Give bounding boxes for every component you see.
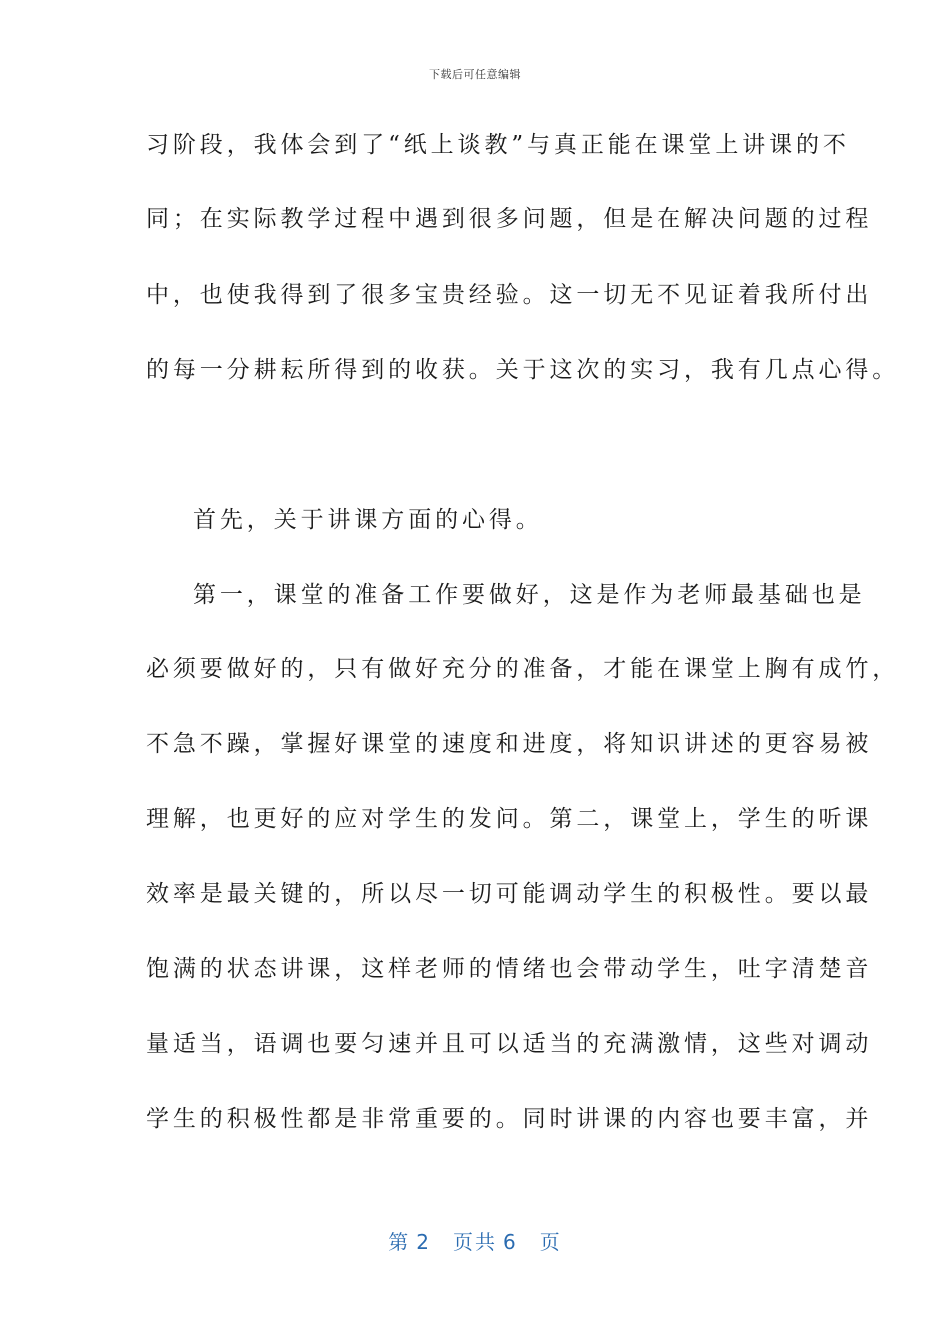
page-footer [0, 1226, 950, 1255]
text-line: 学生的积极性都是非常重要的。同时讲课的内容也要丰富，并 [146, 1106, 873, 1132]
text-line: 饱满的状态讲课，这样老师的情绪也会带动学生，吐字清楚音 [146, 956, 873, 982]
footer-prefix: 第 [388, 1230, 411, 1254]
text-line: 的每一分耕耘所得到的收获。关于这次的实习，我有几点心得。 [146, 357, 900, 383]
text-line: 必须要做好的，只有做好充分的准备，才能在课堂上胸有成竹， [146, 656, 900, 682]
text-line: 第一，课堂的准备工作要做好，这是作为老师最基础也是 [193, 582, 866, 608]
text-line: 中，也使我得到了很多宝贵经验。这一切无不见证着我所付出 [146, 282, 873, 308]
text-line: 不急不躁，掌握好课堂的速度和进度，将知识讲述的更容易被 [146, 731, 873, 757]
footer-middle: 页共 [453, 1230, 497, 1254]
text-line: 同；在实际教学过程中遇到很多问题，但是在解决问题的过程 [146, 206, 873, 232]
text-line: 理解，也更好的应对学生的发问。第二，课堂上，学生的听课 [146, 806, 873, 832]
footer-suffix: 页 [539, 1230, 562, 1254]
text-line: 量适当，语调也要匀速并且可以适当的充满激情，这些对调动 [146, 1031, 873, 1057]
text-line: 习阶段，我体会到了“纸上谈教”与真正能在课堂上讲课的不 [146, 132, 850, 158]
text-line: 效率是最关键的，所以尽一切可能调动学生的积极性。要以最 [146, 881, 873, 907]
section-heading: 首先，关于讲课方面的心得。 [193, 507, 543, 533]
current-page-number: 2 [416, 1230, 431, 1254]
total-pages-number: 6 [503, 1230, 518, 1254]
page-header: 下载后可任意编辑 [429, 68, 521, 81]
